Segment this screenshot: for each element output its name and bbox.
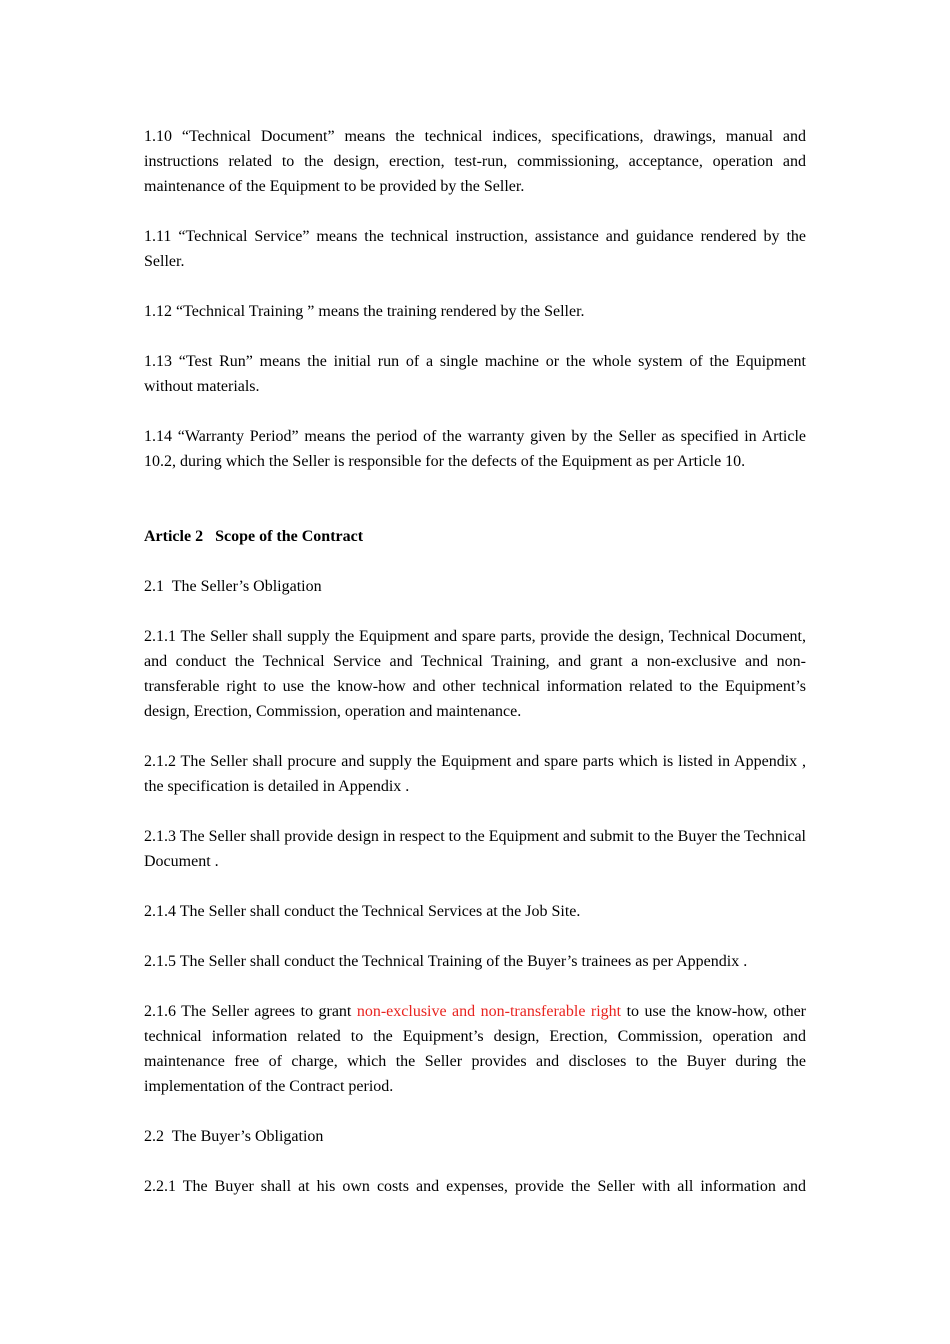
highlighted-right-text: non-exclusive and non-transferable right (356, 1003, 622, 1020)
clause-2-1-1: 2.1.1 The Seller shall supply the Equipment and spare parts, provide the design, Technical Document, and conduct the Technical Service and Technical Training, and grant a non-exclusive and non-transferable right to use the know-how and other technical information related to the Equipment’s design, Erection, Commission, operation and maintenance. (144, 628, 806, 720)
section-2-2-heading: 2.2 The Buyer’s Obligation (144, 1128, 324, 1145)
definition-1-14: 1.14 “Warranty Period” means the period of the warranty given by the Seller as specified in Article 10.2, during which the Seller is responsible for the defects of the Equipment as per Article 10. (144, 428, 806, 470)
definition-1-12: 1.12 “Technical Training ” means the training rendered by the Seller. (144, 303, 585, 320)
document-page (144, 124, 806, 1224)
clause-2-1-6 (144, 999, 806, 1099)
definition-1-13: 1.13 “Test Run” means the initial run of a single machine or the whole system of the Equipment without materials. (144, 353, 806, 395)
clause-2-1-6-rest: to use the know-how, other technical information related to the Equipment’s design, Erection, Commission, operation and maintenance free of charge, which the Seller provides and discloses to the Buyer during the implementation of the Contract period. (144, 1003, 807, 1095)
clause-2-1-4: 2.1.4 The Seller shall conduct the Technical Services at the Job Site. (144, 903, 581, 920)
definition-1-11: 1.11 “Technical Service” means the technical instruction, assistance and guidance rendered by the Seller. (144, 228, 806, 270)
clause-2-1-5: 2.1.5 The Seller shall conduct the Technical Training of the Buyer’s trainees as per Appendix . (144, 953, 748, 970)
definition-1-10: 1.10 “Technical Document” means the technical indices, specifications, drawings, manual and instructions related to the design, erection, test-run, commissioning, acceptance, operation and maintenance of the Equipment to be provided by the Seller. (144, 128, 806, 195)
clause-2-1-6-lead: 2.1.6 The Seller agrees to grant (144, 1003, 357, 1020)
section-2-1-heading: 2.1 The Seller’s Obligation (144, 578, 322, 595)
clause-2-1-2: 2.1.2 The Seller shall procure and supply the Equipment and spare parts which is listed in Appendix , the specification is detailed in Appendix . (144, 753, 806, 795)
clause-2-2-1: 2.2.1 The Buyer shall at his own costs and expenses, provide the Seller with all information and (144, 1178, 806, 1195)
clause-2-1-3: 2.1.3 The Seller shall provide design in respect to the Equipment and submit to the Buyer the Technical Document . (144, 828, 806, 870)
article-2-heading: Article 2 Scope of the Contract (144, 528, 364, 545)
